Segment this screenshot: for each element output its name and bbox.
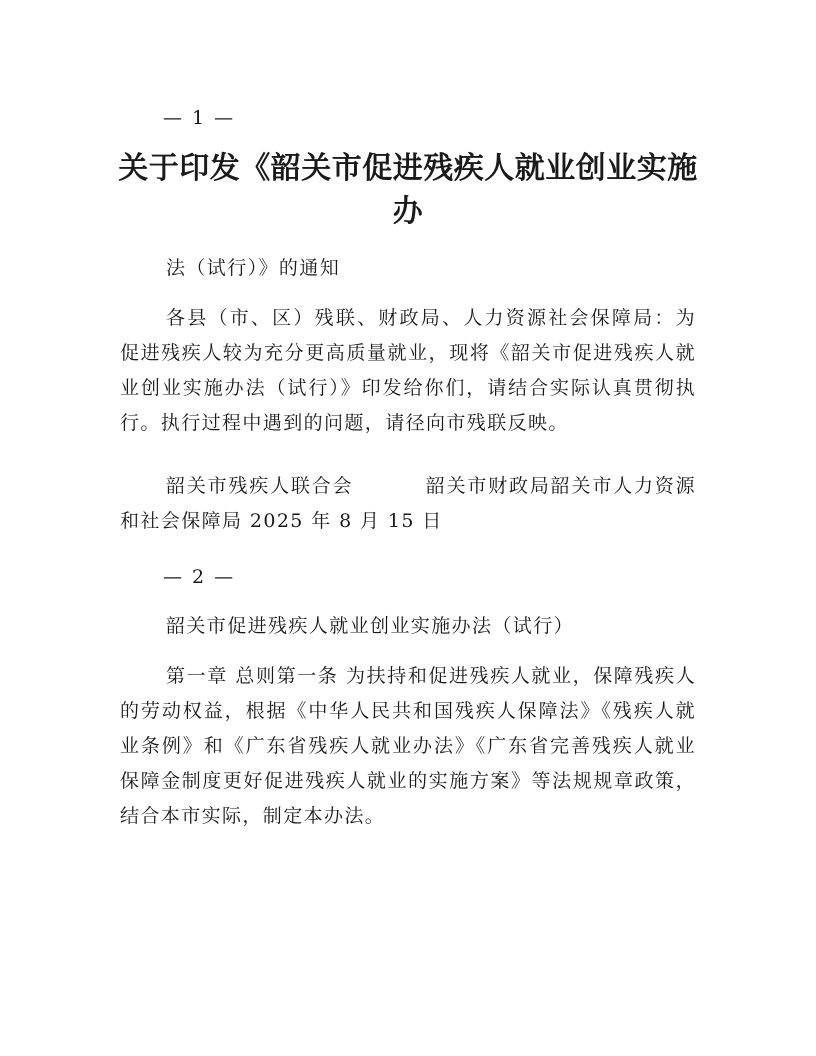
chapter-one-paragraph: 第一章 总则第一条 为扶持和促进残疾人就业，保障残疾人的劳动权益，根据《中华人民共和国残疾人保障法》《残疾人就业条例》和《广东省残疾人就业办法》《广东省完善残疾人就业保障金制度更好促进残疾人就业的实施方案》等法规规章政策，结合本市实际，制定本办法。 [120,665,696,827]
signature-org: 韶关市残疾人联合会 [166,475,354,497]
page-number: — 1 — [163,107,236,129]
signature-orgs-and-date: 韶关市财政局韶关市人力资源和社会保障局 2025 年 8 月 15 日 [120,475,696,532]
notice-body-paragraph: 各县（市、区）残联、财政局、人力资源社会保障局：为促进残疾人较为充分更高质量就业，现将《韶关市促进残疾人就业创业实施办法（试行）》印发给你们，请结合实际认真贯彻执行。执行过程中遇到的问题，请径向市残联反映。 [120,307,696,434]
measures-title: 韶关市促进残疾人就业创业实施办法（试行） [166,615,575,637]
page-number: — 2 — [163,566,236,588]
signature-block [120,469,696,539]
title-continuation: 法（试行）》的通知 [166,257,341,279]
document-title: 关于印发《韶关市促进残疾人就业创业实施办 [118,151,698,229]
